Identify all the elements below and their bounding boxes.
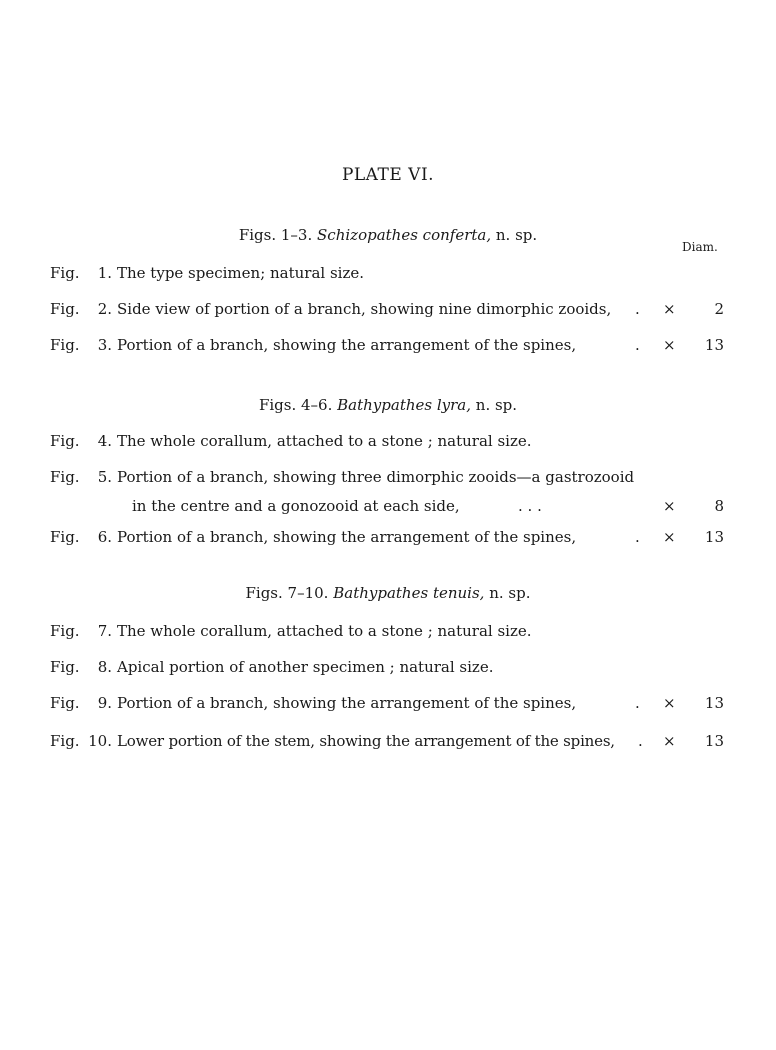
fig-label: Fig.: [50, 300, 80, 318]
magnification-sign: ×: [663, 528, 676, 546]
figure-entry-5: [50, 466, 730, 518]
fig-number: 1.: [97, 264, 112, 282]
fig-number: 7.: [97, 622, 112, 640]
magnification-sign: ×: [663, 694, 676, 712]
section-species-name: Bathypathes tenuis,: [333, 584, 485, 602]
fig-number: 9.: [97, 694, 112, 712]
section-species-suffix: n. sp.: [495, 226, 538, 244]
fig-description: The type specimen; natural size.: [117, 264, 365, 282]
section-figs-range: Figs. 7–10.: [245, 584, 329, 602]
magnification-sign: ×: [663, 497, 676, 515]
section-heading-bathypathes-lyra: [0, 396, 776, 414]
fig-label: Fig.: [50, 622, 80, 640]
section-heading-bathypathes-tenuis: [0, 584, 776, 602]
section-heading-schizopathes-conferta: [0, 226, 776, 244]
fig-description: Lower portion of the stem, showing the arrangement of the spines,: [117, 732, 615, 750]
fig-label: Fig.: [50, 264, 80, 282]
fig-number: 5.: [97, 468, 112, 486]
fig-description: Portion of a branch, showing the arrangement of the spines,: [117, 528, 577, 546]
fig-description: Apical portion of another specimen ; natural size.: [117, 658, 494, 676]
fig-number: 2.: [97, 300, 112, 318]
magnification-value: 13: [704, 528, 724, 546]
fig-number: 3.: [97, 336, 112, 354]
section-species-suffix: n. sp.: [489, 584, 531, 602]
magnification-sign: ×: [663, 300, 676, 318]
fig-label: Fig.: [50, 336, 80, 354]
magnification-value: 13: [704, 732, 724, 750]
fig-label: Fig.: [50, 432, 80, 450]
fig-description: Portion of a branch, showing three dimorphic zooids—a gastrozooid: [117, 468, 635, 486]
fig-label: Fig.: [50, 528, 80, 546]
fig-number: 4.: [97, 432, 112, 450]
fig-label: Fig.: [50, 694, 80, 712]
leader-dots: .: [635, 300, 640, 318]
section-figs-range: Figs. 4–6.: [258, 396, 333, 414]
section-species-name: Bathypathes lyra,: [337, 396, 471, 414]
section-figs-range: Figs. 1–3.: [238, 226, 313, 244]
fig-number: 10.: [88, 732, 112, 750]
fig-description: The whole corallum, attached to a stone ; natural size.: [117, 622, 532, 640]
magnification-value: 13: [704, 694, 724, 712]
fig-description: The whole corallum, attached to a stone ; natural size.: [117, 432, 532, 450]
fig-label: Fig.: [50, 658, 80, 676]
leader-dots: .: [635, 694, 640, 712]
fig-label: Fig.: [50, 468, 80, 486]
fig-description-continued: in the centre and a gonozooid at each side,: [132, 497, 460, 515]
magnification-value: 8: [714, 497, 724, 515]
fig-description: Portion of a branch, showing the arrangement of the spines,: [117, 336, 577, 354]
fig-description: Portion of a branch, showing the arrangement of the spines,: [117, 694, 577, 712]
fig-label: Fig.: [50, 732, 80, 750]
magnification-value: 13: [704, 336, 724, 354]
section-species-suffix: n. sp.: [475, 396, 518, 414]
magnification-sign: ×: [663, 732, 676, 750]
fig-number: 8.: [97, 658, 112, 676]
section-species-name: Schizopathes conferta,: [317, 226, 492, 244]
diam-column-label: Diam.: [682, 240, 718, 254]
fig-number: 6.: [97, 528, 112, 546]
plate-title: PLATE VI.: [341, 165, 435, 185]
leader-dots: .: [638, 732, 643, 750]
magnification-value: 2: [714, 300, 724, 318]
magnification-sign: ×: [663, 336, 676, 354]
leader-dots: .: [635, 528, 640, 546]
fig-description: Side view of portion of a branch, showing nine dimorphic zooids,: [117, 300, 612, 318]
leader-dots: . . .: [518, 497, 542, 515]
leader-dots: .: [635, 336, 640, 354]
